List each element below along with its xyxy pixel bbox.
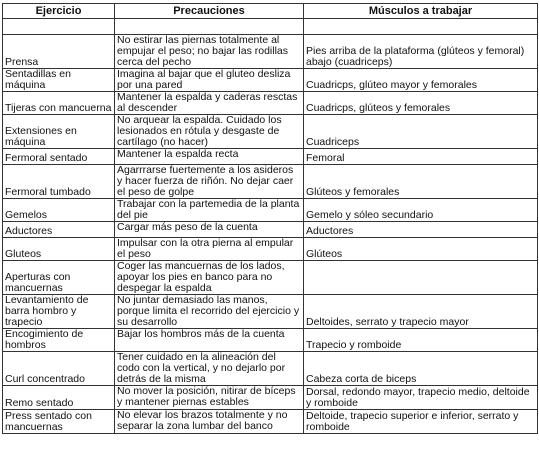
cell-precauciones: Tener cuidado en la alineación del codo con la vertical, y no dejarlo por detrás de la misma (115, 352, 304, 386)
table-row (3, 386, 538, 410)
cell-musculos: Deltoides, serrato y trapecio mayor (304, 295, 538, 329)
cell-musculos: Cuadriceps (304, 115, 538, 149)
cell-precauciones: Imagina al bajar que el gluteo desliza por una pared (115, 69, 304, 92)
table-row (3, 92, 538, 115)
table-row (3, 329, 538, 352)
cell-precauciones: Coger las mancuernas de los lados, apoyar los pies en banco para no despegar la espalda (115, 261, 304, 295)
table-row (3, 352, 538, 386)
table-row (3, 35, 538, 69)
table-row (3, 165, 538, 199)
table-row (3, 69, 538, 92)
cell-ejercicio: Aductores (3, 222, 115, 238)
cell-ejercicio: Aperturas con mancuernas (3, 261, 115, 295)
cell-precauciones: No mover la posición, nitirar de bíceps y mantener piernas estables (115, 386, 304, 410)
cell-ejercicio: Press sentado con mancuernas (3, 410, 115, 434)
cell-musculos: Cuadricps, glúteos y femorales (304, 92, 538, 115)
header-ejercicio: Ejercicio (3, 4, 115, 19)
cell-precauciones: No estirar las piernas totalmente al empujar el peso; no bajar las rodillas cerca del pecho (115, 35, 304, 69)
cell-precauciones: No juntar demasiado las manos, porque limita el recorrido del ejercicio y su desarrollo (115, 295, 304, 329)
cell-precauciones: Bajar los hombros más de la cuenta (115, 329, 304, 352)
table-row (3, 222, 538, 238)
table-row (3, 261, 538, 295)
cell-precauciones: Trabajar con la partemedia de la planta del pie (115, 199, 304, 222)
cell-musculos: Dorsal, redondo mayor, trapecio medio, deltoide y romboide (304, 386, 538, 410)
cell-ejercicio: Levantamiento de barra hombro y trapecio (3, 295, 115, 329)
cell-musculos: Trapecio y romboide (304, 329, 538, 352)
cell-musculos: Pies arriba de la plataforma (glúteos y femoral) abajo (cuadriceps) (304, 35, 538, 69)
cell-precauciones: Agarrrarse fuertemente a los asideros y hacer fuerza de riñón. No dejar caer el peso de golpe (115, 165, 304, 199)
cell-precauciones: No arquear la espalda. Cuidado los lesionados en rótula y desgaste de cartílago (no hacer) (115, 115, 304, 149)
table-row (3, 115, 538, 149)
cell-musculos (304, 261, 538, 295)
cell-musculos: Aductores (304, 222, 538, 238)
cell-ejercicio: Sentadillas en máquina (3, 69, 115, 92)
cell-musculos: Glúteos (304, 238, 538, 261)
cell-ejercicio: Fermoral sentado (3, 149, 115, 165)
cell-ejercicio: Prensa (3, 35, 115, 69)
cell-ejercicio: Curl concentrado (3, 352, 115, 386)
cell-ejercicio (3, 19, 115, 35)
table-row (3, 199, 538, 222)
cell-ejercicio: Encogimiento de hombros (3, 329, 115, 352)
cell-ejercicio: Gemelos (3, 199, 115, 222)
header-precauciones: Precauciones (115, 4, 304, 19)
cell-precauciones: Mantener la espalda recta (115, 149, 304, 165)
cell-ejercicio: Remo sentado (3, 386, 115, 410)
cell-precauciones: Cargar más peso de la cuenta (115, 222, 304, 238)
table-row (3, 295, 538, 329)
cell-musculos: Cabeza corta de biceps (304, 352, 538, 386)
cell-musculos: Femoral (304, 149, 538, 165)
cell-ejercicio: Gluteos (3, 238, 115, 261)
table-row (3, 238, 538, 261)
cell-ejercicio: Tijeras con mancuerna (3, 92, 115, 115)
cell-precauciones (115, 19, 304, 35)
cell-musculos: Deltoide, trapecio superior e inferior, serrato y romboide (304, 410, 538, 434)
cell-musculos: Glúteos y femorales (304, 165, 538, 199)
exercise-table-sheet (2, 3, 538, 434)
table-row (3, 19, 538, 35)
cell-precauciones: No elevar los brazos totalmente y no separar la zona lumbar del banco (115, 410, 304, 434)
header-row (3, 4, 538, 19)
cell-musculos (304, 19, 538, 35)
header-musculos: Músculos a trabajar (304, 4, 538, 19)
cell-ejercicio: Extensiones en máquina (3, 115, 115, 149)
cell-musculos: Cuadricps, glúteo mayor y femorales (304, 69, 538, 92)
cell-precauciones: Mantener la espalda y caderas resctas al descender (115, 92, 304, 115)
table-row (3, 410, 538, 434)
table-row (3, 149, 538, 165)
cell-musculos: Gemelo y sóleo secundario (304, 199, 538, 222)
cell-ejercicio: Fermoral tumbado (3, 165, 115, 199)
cell-precauciones: Impulsar con la otra pierna al empular el peso (115, 238, 304, 261)
exercise-table (2, 3, 538, 434)
